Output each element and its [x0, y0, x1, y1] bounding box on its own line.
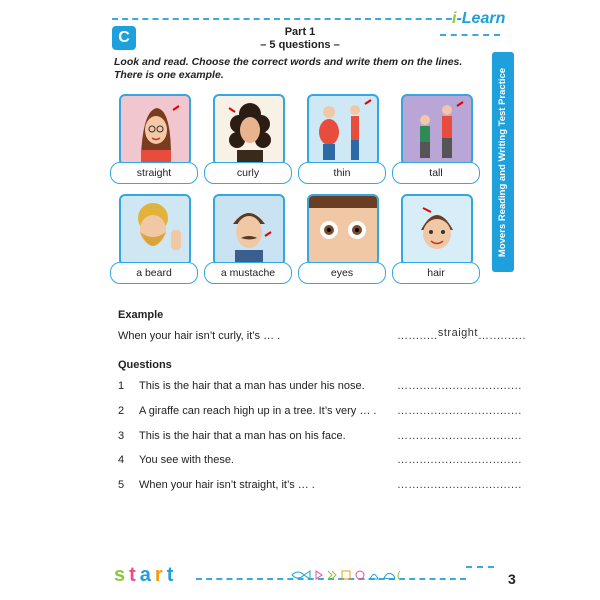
tall-boy-image [403, 96, 471, 164]
picture-tall [401, 94, 473, 166]
example-answer-line: …........straight….......... [397, 327, 527, 342]
start-letter: s [114, 564, 130, 586]
question-number: 3 [118, 430, 125, 442]
girl-curly-hair-image [215, 96, 283, 164]
question-text: This is the hair that a man has on his face. [139, 430, 346, 442]
instructions: Look and read. Choose the correct words and write them on the lines. There is one example. [114, 56, 463, 81]
start-letter: r [154, 564, 167, 586]
girl-straight-hair-image [121, 96, 189, 164]
picture-hair [401, 194, 473, 266]
man-with-mustache-image [215, 196, 283, 264]
boy-hair-image [403, 196, 471, 264]
example-heading: Example [118, 309, 164, 321]
ilearn-logo: i-Learn [452, 10, 506, 27]
start-letter: t [166, 564, 178, 586]
word-a-mustache: a mustache [204, 262, 292, 284]
word-straight: straight [110, 162, 198, 184]
question-text: A giraffe can reach high up in a tree. It’s very … . [139, 405, 377, 417]
word-thin: thin [298, 162, 386, 184]
example-answer: straight [437, 327, 478, 339]
example-sentence: When your hair isn’t curly, it’s … . [118, 330, 281, 342]
answer-line-input[interactable]: …............................... [397, 454, 522, 466]
side-tab [492, 52, 514, 272]
question-number: 2 [118, 405, 125, 417]
bearded-man-image [121, 196, 189, 264]
question-count: – 5 questions – [260, 39, 340, 51]
answer-line-input[interactable]: …............................... [397, 405, 522, 417]
answer-line-input[interactable]: …............................... [397, 380, 522, 392]
doodle-icons [290, 568, 410, 582]
start-letter: a [139, 564, 155, 586]
question-number: 4 [118, 454, 125, 466]
part-label: Part 1 [284, 26, 316, 38]
picture-thin [307, 94, 379, 166]
picture-eyes [307, 194, 379, 266]
picture-beard [119, 194, 191, 266]
start-wordmark [114, 564, 177, 587]
side-tab-label: Movers Reading and Writing Test Practice [497, 67, 509, 257]
word-hair: hair [392, 262, 480, 284]
word-curly: curly [204, 162, 292, 184]
decorative-icons [290, 568, 410, 585]
picture-straight-hair [119, 94, 191, 166]
part-title [0, 26, 600, 52]
bottom-dashed-line-right [466, 566, 494, 568]
page-number: 3 [508, 571, 516, 587]
word-eyes: eyes [298, 262, 386, 284]
word-tall: tall [392, 162, 480, 184]
top-dashed-line [112, 18, 452, 20]
questions-heading: Questions [118, 359, 172, 371]
question-number: 1 [118, 380, 125, 392]
question-text: You see with these. [139, 454, 234, 466]
question-number: 5 [118, 479, 125, 491]
eyes-closeup-image [309, 196, 377, 264]
word-a-beard: a beard [110, 262, 198, 284]
answer-line-input[interactable]: …............................... [397, 430, 522, 442]
answer-line-input[interactable]: …............................... [397, 479, 522, 491]
picture-mustache [213, 194, 285, 266]
picture-curly-hair [213, 94, 285, 166]
section-badge: C [112, 26, 136, 50]
start-letter: t [129, 564, 140, 586]
thin-man-image [309, 96, 377, 164]
question-text: When your hair isn’t straight, it’s … . [139, 479, 315, 491]
question-text: This is the hair that a man has under his nose. [139, 380, 365, 392]
